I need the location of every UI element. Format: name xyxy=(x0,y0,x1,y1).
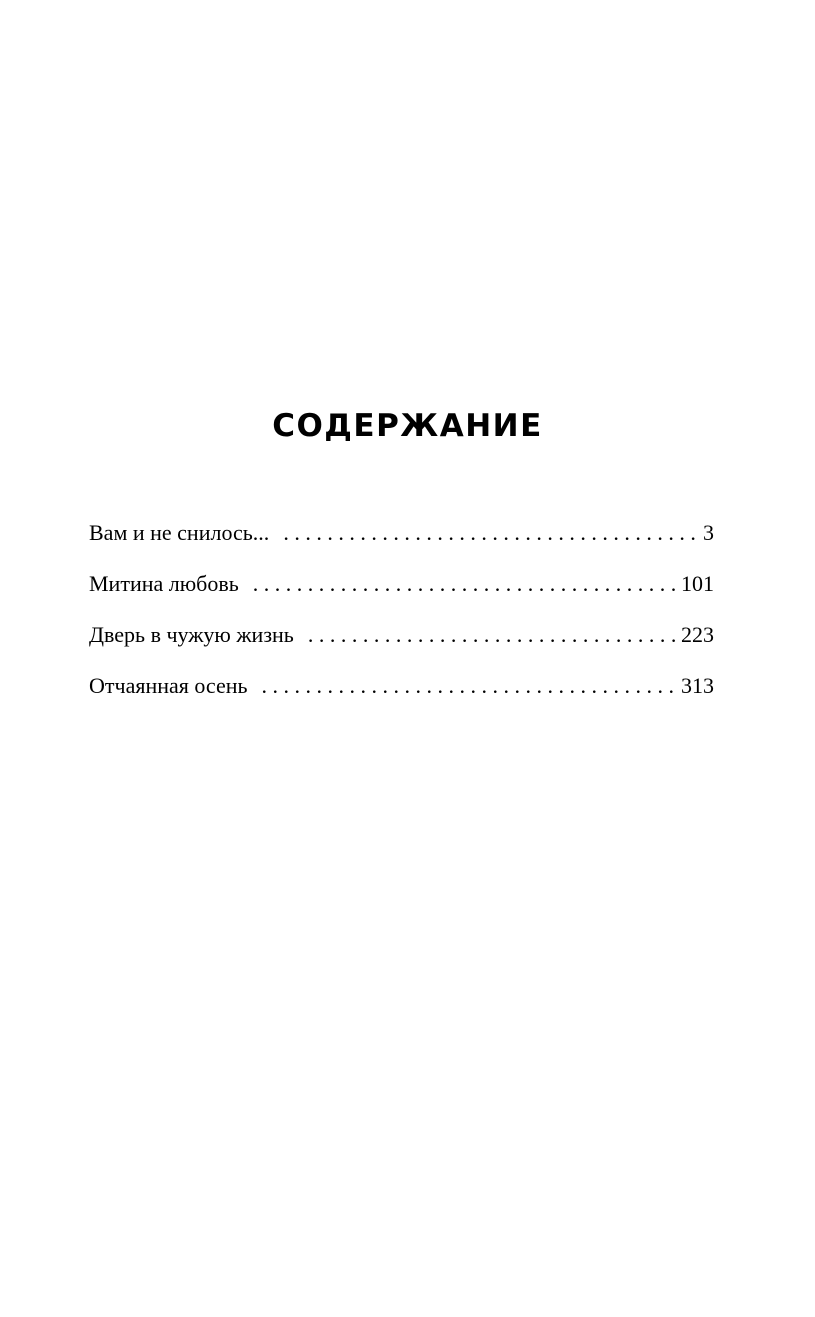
toc-entry xyxy=(89,567,714,618)
toc-entry-title: Вам и не снилось... xyxy=(89,520,270,545)
toc-entry-page: 313 xyxy=(681,673,714,698)
table-of-contents xyxy=(89,516,714,720)
toc-entry-title: Дверь в чужую жизнь xyxy=(89,622,294,647)
toc-entry-title: Отчаянная осень xyxy=(89,673,248,698)
toc-entry xyxy=(89,669,714,720)
toc-entry-page: 101 xyxy=(681,571,714,596)
dot-leader xyxy=(253,567,677,601)
dot-leader xyxy=(308,618,677,652)
toc-entry xyxy=(89,618,714,669)
toc-entry-page: 223 xyxy=(681,622,714,647)
toc-entry-page: 3 xyxy=(703,520,714,545)
contents-heading: СОДЕРЖАНИЕ xyxy=(272,408,543,444)
dot-leader xyxy=(283,516,699,550)
dot-leader xyxy=(262,669,677,703)
toc-entry-title: Митина любовь xyxy=(89,571,239,596)
toc-entry xyxy=(89,516,714,567)
